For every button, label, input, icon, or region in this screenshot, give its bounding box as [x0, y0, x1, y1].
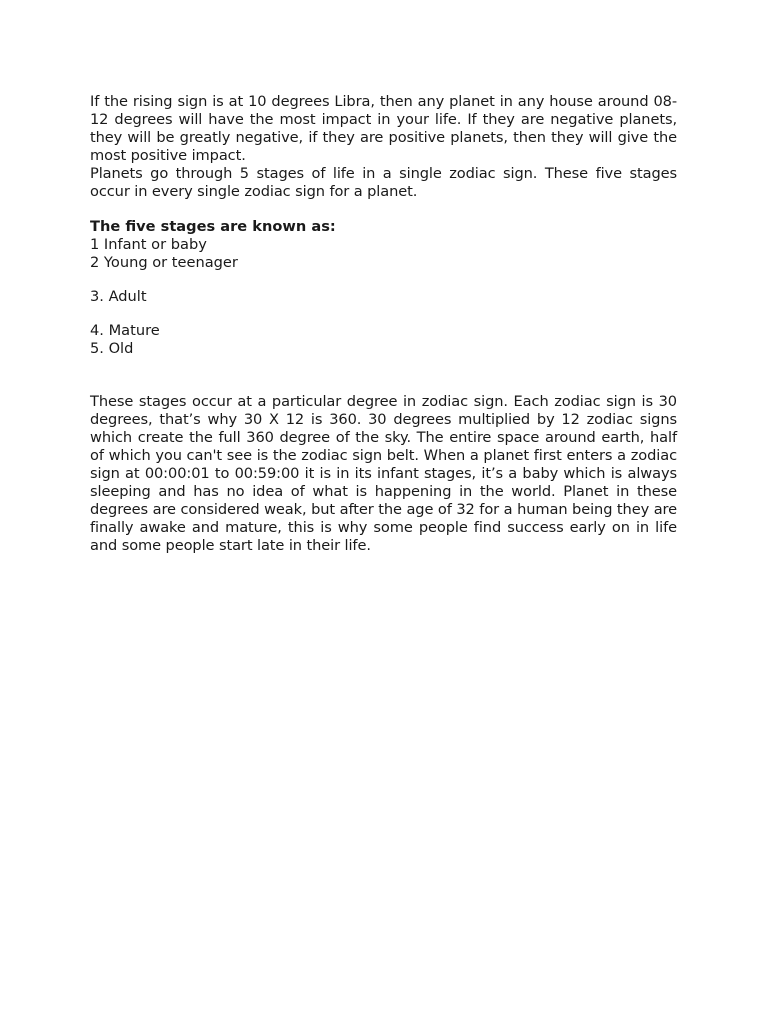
stage-item-old: 5. Old — [90, 340, 134, 357]
document-body — [90, 93, 677, 555]
stages-list — [90, 236, 677, 358]
stages-heading: The five stages are known as: — [90, 218, 336, 235]
stage-item-adult: 3. Adult — [90, 288, 147, 305]
paragraph-five-stages-intro: Planets go through 5 stages of life in a single zodiac sign. These five stages occur in every single zodiac sign for a planet. — [90, 165, 677, 200]
stage-item-mature: 4. Mature — [90, 322, 160, 339]
paragraph-rising-sign: If the rising sign is at 10 degrees Libra, then any planet in any house around 08-12 degrees will have the most impact in your life. If they are negative planets, they will be greatly negative, if they are positive planets, then they will give the most positive impact. — [90, 93, 677, 164]
paragraph-zodiac-degrees: These stages occur at a particular degree in zodiac sign. Each zodiac sign is 30 degrees, that’s why 30 X 12 is 360. 30 degrees multiplied by 12 zodiac signs which create the full 360 degree of the sky. The entire space around earth, half of which you can't see is the zodiac sign belt. When a planet first enters a zodiac sign at 00:00:01 to 00:59:00 it is in its infant stages, it’s a baby which is always sleeping and has no idea of what is happening in the world. Planet in these degrees are considered weak, but after the age of 32 for a human being they are finally awake and mature, this is why some people find success early on in life and some people start late in their life. — [90, 393, 677, 554]
stage-item-young: 2 Young or teenager — [90, 254, 238, 271]
stage-item-infant: 1 Infant or baby — [90, 236, 207, 253]
